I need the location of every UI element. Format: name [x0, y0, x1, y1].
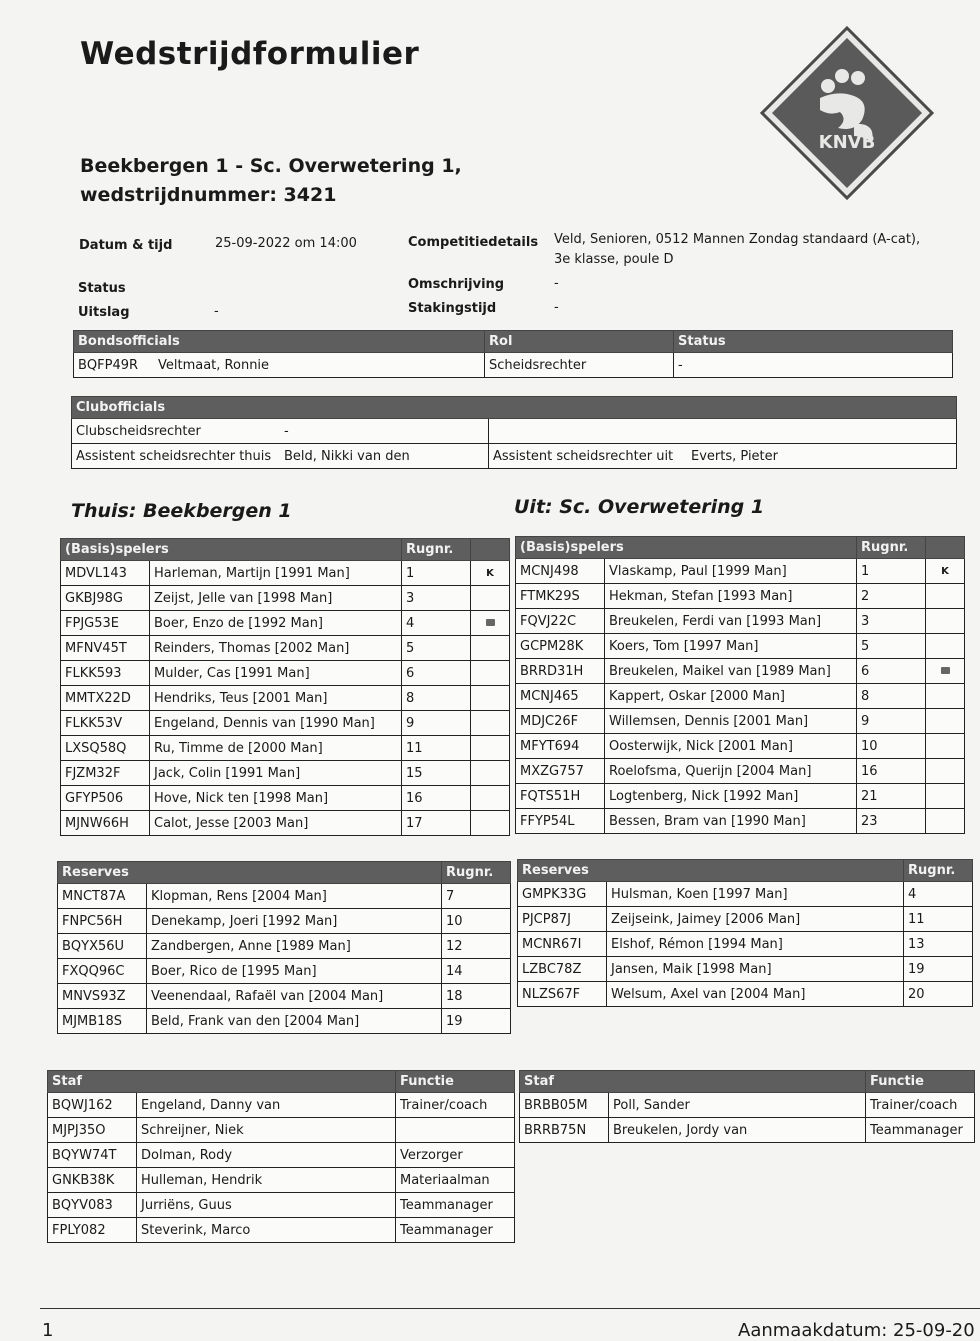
reserve-number: 12 [442, 934, 511, 959]
mark-cell [471, 736, 510, 761]
clubscheidsrechter-label: Clubscheidsrechter [72, 419, 281, 444]
bondsofficials-header: Bondsofficials [74, 331, 485, 353]
datum-value: 25-09-2022 om 14:00 [215, 236, 357, 251]
reserve-code: MCNR67I [518, 932, 607, 957]
player-name: Harleman, Martijn [1991 Man] [150, 561, 402, 586]
home-team-title: Thuis: Beekbergen 1 [71, 500, 292, 522]
mark-cell [926, 709, 965, 734]
reserve-row [58, 909, 511, 934]
card-icon [926, 659, 965, 684]
reserve-row [518, 882, 973, 907]
mark-cell [926, 609, 965, 634]
player-code: FLKK593 [61, 661, 150, 686]
rugnr-header: Rugnr. [904, 860, 973, 882]
reserve-name: Zeijseink, Jaimey [2006 Man] [607, 907, 904, 932]
mark-cell [471, 786, 510, 811]
reserve-number: 19 [442, 1009, 511, 1034]
player-number: 6 [857, 659, 926, 684]
staff-code: FPLY082 [48, 1218, 137, 1243]
staff-code: BQYW74T [48, 1143, 137, 1168]
staff-function: Verzorger [396, 1143, 515, 1168]
status-header: Status [674, 331, 953, 353]
reserve-name: Denekamp, Joeri [1992 Man] [147, 909, 442, 934]
mark-cell [471, 811, 510, 836]
player-row [516, 759, 965, 784]
knvb-logo [758, 24, 936, 202]
player-row [516, 609, 965, 634]
match-number: wedstrijdnummer: 3421 [80, 184, 337, 206]
staff-function: Materiaalman [396, 1168, 515, 1193]
match-heading [80, 152, 462, 210]
mark-cell [926, 809, 965, 834]
uitslag-value: - [214, 304, 219, 319]
player-name: Boer, Enzo de [1992 Man] [150, 611, 402, 636]
reserve-code: LZBC78Z [518, 957, 607, 982]
staff-function: Trainer/coach [396, 1093, 515, 1118]
staff-row [48, 1093, 515, 1118]
player-row [61, 686, 510, 711]
staff-function [396, 1118, 515, 1143]
player-code: MCNJ498 [516, 559, 605, 584]
staff-row [48, 1193, 515, 1218]
player-code: BRRD31H [516, 659, 605, 684]
player-code: FQVJ22C [516, 609, 605, 634]
staff-name: Breukelen, Jordy van [609, 1118, 866, 1143]
yellow-card-icon [941, 667, 950, 674]
reserve-name: Beld, Frank van den [2004 Man] [147, 1009, 442, 1034]
staff-row [520, 1118, 975, 1143]
assistent-thuis-label: Assistent scheidsrechter thuis [72, 444, 281, 469]
player-code: FFYP54L [516, 809, 605, 834]
staff-function: Trainer/coach [866, 1093, 975, 1118]
player-code: MJNW66H [61, 811, 150, 836]
away-staff-table [519, 1070, 975, 1143]
reserves-header: Reserves [58, 862, 442, 884]
reserve-name: Klopman, Rens [2004 Man] [147, 884, 442, 909]
player-row [516, 559, 965, 584]
player-number: 5 [857, 634, 926, 659]
staff-row [48, 1118, 515, 1143]
reserve-name: Hulsman, Koen [1997 Man] [607, 882, 904, 907]
player-name: Zeijst, Jelle van [1998 Man] [150, 586, 402, 611]
mark-cell [926, 584, 965, 609]
player-name: Willemsen, Dennis [2001 Man] [605, 709, 857, 734]
mark-cell [926, 634, 965, 659]
reserve-row [518, 982, 973, 1007]
player-name: Ru, Timme de [2000 Man] [150, 736, 402, 761]
player-row [61, 636, 510, 661]
status-label: Status [78, 281, 126, 296]
player-name: Engeland, Dennis van [1990 Man] [150, 711, 402, 736]
reserves-header: Reserves [518, 860, 904, 882]
staff-function: Teammanager [396, 1218, 515, 1243]
staff-code: BRBB05M [520, 1093, 609, 1118]
reserve-row [58, 934, 511, 959]
official-code: BQFP49R [74, 353, 155, 378]
player-row [516, 584, 965, 609]
mark-cell [926, 734, 965, 759]
staff-header: Staf [48, 1071, 396, 1093]
player-row [61, 611, 510, 636]
player-code: GCPM28K [516, 634, 605, 659]
player-number: 9 [857, 709, 926, 734]
player-row [516, 634, 965, 659]
staff-name: Steverink, Marco [137, 1218, 396, 1243]
mark-cell [471, 686, 510, 711]
match-teams: Beekbergen 1 - Sc. Overwetering 1, [80, 155, 462, 177]
reserve-name: Veenendaal, Rafaël van [2004 Man] [147, 984, 442, 1009]
player-name: Breukelen, Ferdi van [1993 Man] [605, 609, 857, 634]
official-role: Scheidsrechter [485, 353, 674, 378]
player-number: 17 [402, 811, 471, 836]
rugnr-header: Rugnr. [857, 537, 926, 559]
player-number: 9 [402, 711, 471, 736]
player-row [61, 586, 510, 611]
mark-cell [471, 761, 510, 786]
reserve-number: 20 [904, 982, 973, 1007]
player-code: GKBJ98G [61, 586, 150, 611]
bondsofficials-table [73, 330, 953, 378]
player-code: FQTS51H [516, 784, 605, 809]
player-name: Koers, Tom [1997 Man] [605, 634, 857, 659]
staff-code: BQYV083 [48, 1193, 137, 1218]
player-name: Breukelen, Maikel van [1989 Man] [605, 659, 857, 684]
assistent-uit-value: Everts, Pieter [687, 444, 957, 469]
player-row [61, 811, 510, 836]
reserve-row [58, 1009, 511, 1034]
player-name: Calot, Jesse [2003 Man] [150, 811, 402, 836]
player-number: 5 [402, 636, 471, 661]
mark-cell [471, 711, 510, 736]
competitie-value-2: 3e klasse, poule D [554, 252, 674, 267]
card-icon [471, 611, 510, 636]
reserve-number: 7 [442, 884, 511, 909]
staff-row [48, 1168, 515, 1193]
staff-name: Engeland, Danny van [137, 1093, 396, 1118]
rugnr-header: Rugnr. [402, 539, 471, 561]
player-number: 15 [402, 761, 471, 786]
page-number: 1 [42, 1320, 54, 1341]
clubscheidsrechter-value: - [280, 419, 489, 444]
staff-header: Staf [520, 1071, 866, 1093]
page-title: Wedstrijdformulier [80, 36, 420, 72]
player-row [516, 709, 965, 734]
staff-function: Teammanager [396, 1193, 515, 1218]
omschrijving-label: Omschrijving [408, 277, 505, 292]
reserve-number: 18 [442, 984, 511, 1009]
player-row [516, 809, 965, 834]
player-code: FLKK53V [61, 711, 150, 736]
reserve-row [58, 959, 511, 984]
reserve-code: MNVS93Z [58, 984, 147, 1009]
reserve-name: Zandbergen, Anne [1989 Man] [147, 934, 442, 959]
reserve-row [518, 957, 973, 982]
staff-code: MJPJ35O [48, 1118, 137, 1143]
player-code: MCNJ465 [516, 684, 605, 709]
home-staff-table [47, 1070, 515, 1243]
competitie-value-1: Veld, Senioren, 0512 Mannen Zondag standaard (A-cat), [554, 232, 921, 247]
rol-header: Rol [485, 331, 674, 353]
player-row [516, 734, 965, 759]
reserve-number: 19 [904, 957, 973, 982]
clubofficials-header: Clubofficials [72, 397, 957, 419]
staking-value: - [554, 300, 559, 315]
away-reserves-table [517, 859, 973, 1007]
player-number: 21 [857, 784, 926, 809]
player-name: Logtenberg, Nick [1992 Man] [605, 784, 857, 809]
reserve-number: 14 [442, 959, 511, 984]
reserve-code: PJCP87J [518, 907, 607, 932]
staff-name: Dolman, Rody [137, 1143, 396, 1168]
players-header: (Basis)spelers [61, 539, 402, 561]
player-name: Jack, Colin [1991 Man] [150, 761, 402, 786]
player-name: Hendriks, Teus [2001 Man] [150, 686, 402, 711]
reserve-code: BQYX56U [58, 934, 147, 959]
player-name: Bessen, Bram van [1990 Man] [605, 809, 857, 834]
reserve-row [58, 884, 511, 909]
reserve-name: Jansen, Maik [1998 Man] [607, 957, 904, 982]
creation-date: Aanmaakdatum: 25-09-20 [738, 1320, 975, 1341]
reserve-number: 10 [442, 909, 511, 934]
functie-header: Functie [396, 1071, 515, 1093]
staff-name: Jurriëns, Guus [137, 1193, 396, 1218]
mark-cell [926, 759, 965, 784]
rugnr-header: Rugnr. [442, 862, 511, 884]
player-name: Kappert, Oskar [2000 Man] [605, 684, 857, 709]
player-number: 3 [857, 609, 926, 634]
footer-rule [40, 1308, 980, 1309]
reserve-name: Boer, Rico de [1995 Man] [147, 959, 442, 984]
staff-function: Teammanager [866, 1118, 975, 1143]
staking-label: Stakingstijd [408, 301, 497, 316]
staff-code: BQWJ162 [48, 1093, 137, 1118]
player-number: 8 [402, 686, 471, 711]
player-row [61, 761, 510, 786]
player-code: MXZG757 [516, 759, 605, 784]
reserve-code: MNCT87A [58, 884, 147, 909]
player-code: LXSQ58Q [61, 736, 150, 761]
player-number: 4 [402, 611, 471, 636]
player-name: Roelofsma, Querijn [2004 Man] [605, 759, 857, 784]
logo-text: KNVB [818, 132, 876, 153]
staff-name: Schreijner, Niek [137, 1118, 396, 1143]
player-name: Mulder, Cas [1991 Man] [150, 661, 402, 686]
staff-row [48, 1218, 515, 1243]
reserve-row [518, 932, 973, 957]
player-name: Oosterwijk, Nick [2001 Man] [605, 734, 857, 759]
reserve-row [518, 907, 973, 932]
player-number: 23 [857, 809, 926, 834]
reserve-name: Elshof, Rémon [1994 Man] [607, 932, 904, 957]
player-number: 1 [857, 559, 926, 584]
reserve-row [58, 984, 511, 1009]
player-number: 2 [857, 584, 926, 609]
yellow-card-icon [486, 619, 495, 626]
mark-cell [926, 784, 965, 809]
mark-cell [471, 661, 510, 686]
player-number: 10 [857, 734, 926, 759]
player-code: MDJC26F [516, 709, 605, 734]
staff-code: GNKB38K [48, 1168, 137, 1193]
players-header: (Basis)spelers [516, 537, 857, 559]
reserve-number: 4 [904, 882, 973, 907]
datum-label: Datum & tijd [79, 238, 173, 253]
captain-mark: K [926, 559, 965, 584]
player-number: 16 [402, 786, 471, 811]
player-row [516, 659, 965, 684]
player-row [516, 684, 965, 709]
player-code: MFNV45T [61, 636, 150, 661]
reserve-code: GMPK33G [518, 882, 607, 907]
player-code: FPJG53E [61, 611, 150, 636]
reserve-number: 11 [904, 907, 973, 932]
home-reserves-table [57, 861, 511, 1034]
reserve-number: 13 [904, 932, 973, 957]
staff-row [48, 1143, 515, 1168]
player-row [61, 736, 510, 761]
reserve-code: NLZS67F [518, 982, 607, 1007]
player-name: Reinders, Thomas [2002 Man] [150, 636, 402, 661]
mark-cell [471, 636, 510, 661]
player-row [61, 786, 510, 811]
reserve-code: FXQQ96C [58, 959, 147, 984]
reserve-code: FNPC56H [58, 909, 147, 934]
player-code: MMTX22D [61, 686, 150, 711]
reserve-name: Welsum, Axel van [2004 Man] [607, 982, 904, 1007]
player-number: 16 [857, 759, 926, 784]
player-code: FJZM32F [61, 761, 150, 786]
staff-name: Hulleman, Hendrik [137, 1168, 396, 1193]
staff-name: Poll, Sander [609, 1093, 866, 1118]
player-number: 3 [402, 586, 471, 611]
player-number: 11 [402, 736, 471, 761]
player-row [61, 711, 510, 736]
official-name: Veltmaat, Ronnie [154, 353, 485, 378]
player-row [516, 784, 965, 809]
player-number: 6 [402, 661, 471, 686]
player-name: Vlaskamp, Paul [1999 Man] [605, 559, 857, 584]
player-code: MDVL143 [61, 561, 150, 586]
player-number: 1 [402, 561, 471, 586]
player-row [61, 561, 510, 586]
away-team-title: Uit: Sc. Overwetering 1 [514, 496, 765, 518]
staff-row [520, 1093, 975, 1118]
player-code: MFYT694 [516, 734, 605, 759]
clubofficials-table [71, 396, 957, 469]
mark-cell [471, 586, 510, 611]
omschrijving-value: - [554, 276, 559, 291]
functie-header: Functie [866, 1071, 975, 1093]
away-players-table [515, 536, 965, 834]
player-name: Hekman, Stefan [1993 Man] [605, 584, 857, 609]
player-number: 8 [857, 684, 926, 709]
assistent-thuis-value: Beld, Nikki van den [280, 444, 489, 469]
player-code: FTMK29S [516, 584, 605, 609]
assistent-uit-label: Assistent scheidsrechter uit [489, 444, 688, 469]
uitslag-label: Uitslag [78, 305, 130, 320]
reserve-code: MJMB18S [58, 1009, 147, 1034]
player-name: Hove, Nick ten [1998 Man] [150, 786, 402, 811]
player-row [61, 661, 510, 686]
competitie-label: Competitiedetails [408, 235, 539, 250]
staff-code: BRRB75N [520, 1118, 609, 1143]
home-players-table [60, 538, 510, 836]
mark-cell [926, 684, 965, 709]
captain-mark: K [471, 561, 510, 586]
player-code: GFYP506 [61, 786, 150, 811]
official-status: - [674, 353, 953, 378]
